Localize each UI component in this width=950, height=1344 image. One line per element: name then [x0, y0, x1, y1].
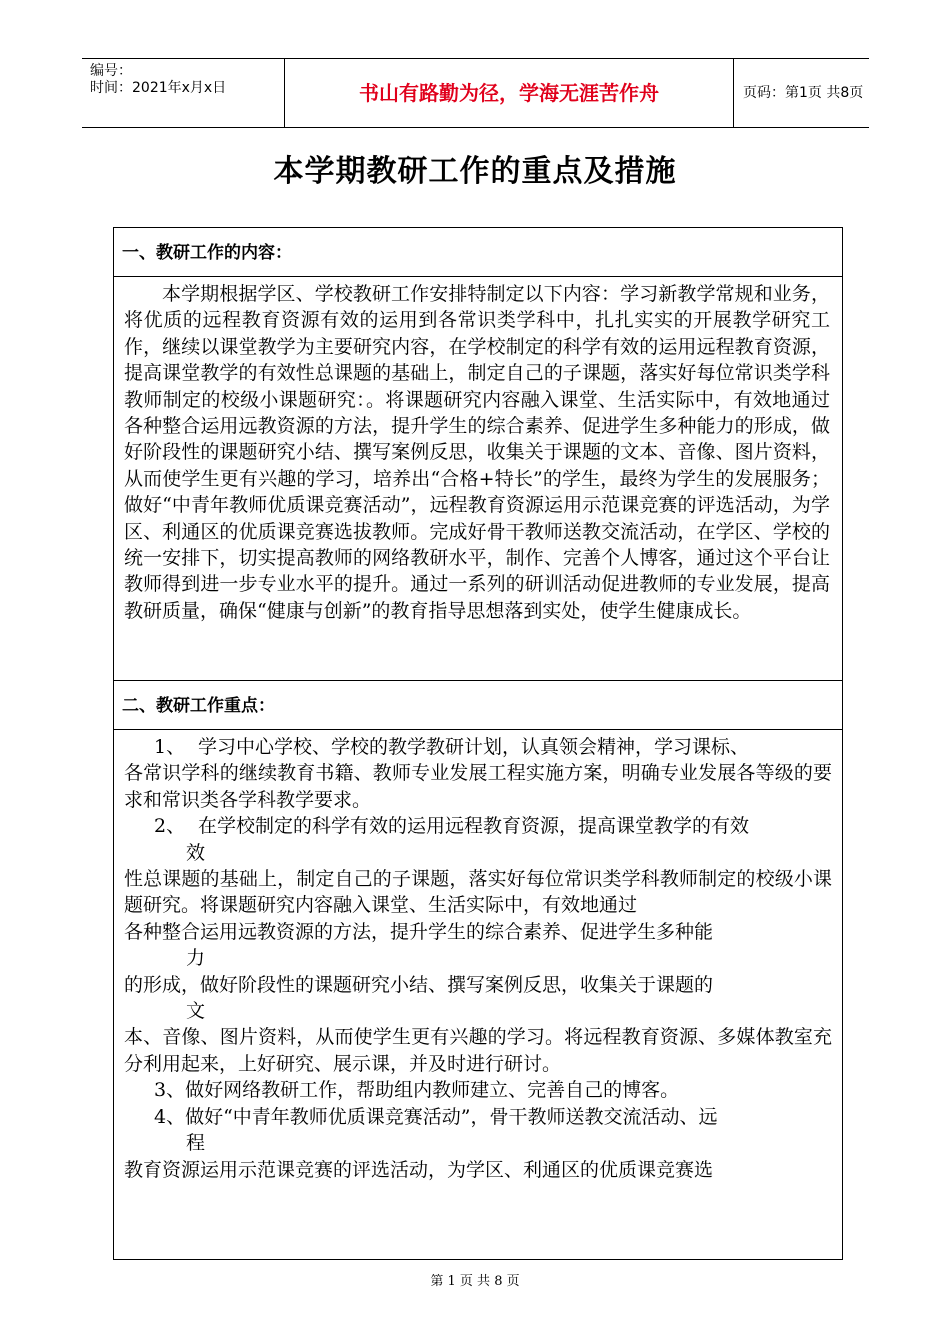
document-time: 时间：2021年x月x日 — [90, 80, 227, 96]
list-item — [124, 734, 832, 760]
list-item: 4、做好“中青年教师优质课竞赛活动”，骨干教师送教交流活动、远 — [154, 1105, 718, 1128]
section-1-paragraph: 本学期根据学区、学校教研工作安排特制定以下内容：学习新教学常规和业务，将优质的远程教育资源有效的运用到各常识类学科中，扎扎实实的开展教学研究工作，继续以课堂教学为主要研究内容，在学校制定的科学有效的运用远程教育资源，提高课堂教学的有效性总课题的基础上，制定自己的子课题，落实好每位常识类学科教师制定的校级小课题研究：。将课题研究内容融入课堂、生活实际中，有效地通过各种整合运用远教资源的方法，提升学生的综合素养、促进学生多种能力的形成，做好阶段性的课题研究小结、撰写案例反思，收集关于课题的文本、音像、图片资料，从而使学生更有兴趣的学习，培养出“合格+特长”的学生，最终为学生的发展服务；做好“中青年教师优质课竞赛活动”，远程教育资源运用示范课竞赛的评选活动，为学区、利通区的优质课竞赛选拔教师。完成好骨干教师送教交流活动，在学区、学校的统一安排下，切实提高教师的网络教研水平，制作、完善个人博客，通过这个平台让教师得到进一步专业水平的提升。通过一系列的研训活动促进教师的专业发展，提高教研质量，确保“健康与创新”的教育指导思想落到实处，使学生健康成长。 — [124, 283, 830, 622]
item-continuation: 各常识学科的继续教育书籍、教师专业发展工程实施方案，明确专业发展各等级的要求和常识类各学科教学要求。 — [124, 762, 832, 811]
item-continuation: 各种整合运用远教资源的方法，提升学生的综合素养、促进学生多种能 — [124, 920, 714, 943]
list-item — [124, 813, 832, 839]
item-number: 2、 — [154, 815, 186, 838]
item-continuation: 教育资源运用示范课竞赛的评选活动，为学区、利通区的优质课竞赛选 — [124, 1158, 714, 1181]
item-continuation: 性总课题的基础上，制定自己的子课题，落实好每位常识类学科教师制定的校级小课题研究。将课题研究内容融入课堂、生活实际中，有效地通过 — [124, 868, 832, 917]
page-header — [82, 58, 869, 128]
item-continuation: 本、音像、图片资料，从而使学生更有兴趣的学习。将远程教育资源、多媒体教室充分利用起来，上好研究、展示课，并及时进行研讨。 — [124, 1026, 832, 1075]
document-number-label: 编号： — [90, 63, 132, 79]
item-number: 1、 — [154, 736, 186, 758]
section-2-body — [114, 730, 842, 1183]
section-2-heading: 二、教研工作重点： — [114, 680, 842, 730]
item-wrap-char: 效 — [186, 841, 206, 864]
section-1-heading: 一、教研工作的内容： — [114, 228, 842, 277]
item-wrap-char: 程 — [186, 1132, 206, 1155]
header-meta — [82, 59, 285, 127]
header-page-info: 页码：第1页 共8页 — [743, 85, 864, 101]
item-continuation: 的形成，做好阶段性的课题研究小结、撰写案例反思，收集关于课题的 — [124, 973, 714, 996]
content-table — [113, 227, 843, 1260]
item-wrap-char: 文 — [186, 1000, 206, 1023]
document-title: 本学期教研工作的重点及措施 — [273, 154, 677, 189]
header-motto: 书山有路勤为径，学海无涯苦作舟 — [285, 59, 734, 127]
list-item: 3、做好网络教研工作，帮助组内教师建立、完善自己的博客。 — [154, 1079, 680, 1102]
item-wrap-char: 力 — [186, 947, 206, 970]
page-footer: 第 1 页 共 8 页 — [430, 1274, 520, 1289]
item-text: 在学校制定的科学有效的运用远程教育资源，提高课堂教学的有效 — [198, 815, 750, 838]
item-text: 学习中心学校、学校的教学教研计划，认真领会精神，学习课标、 — [198, 736, 750, 758]
